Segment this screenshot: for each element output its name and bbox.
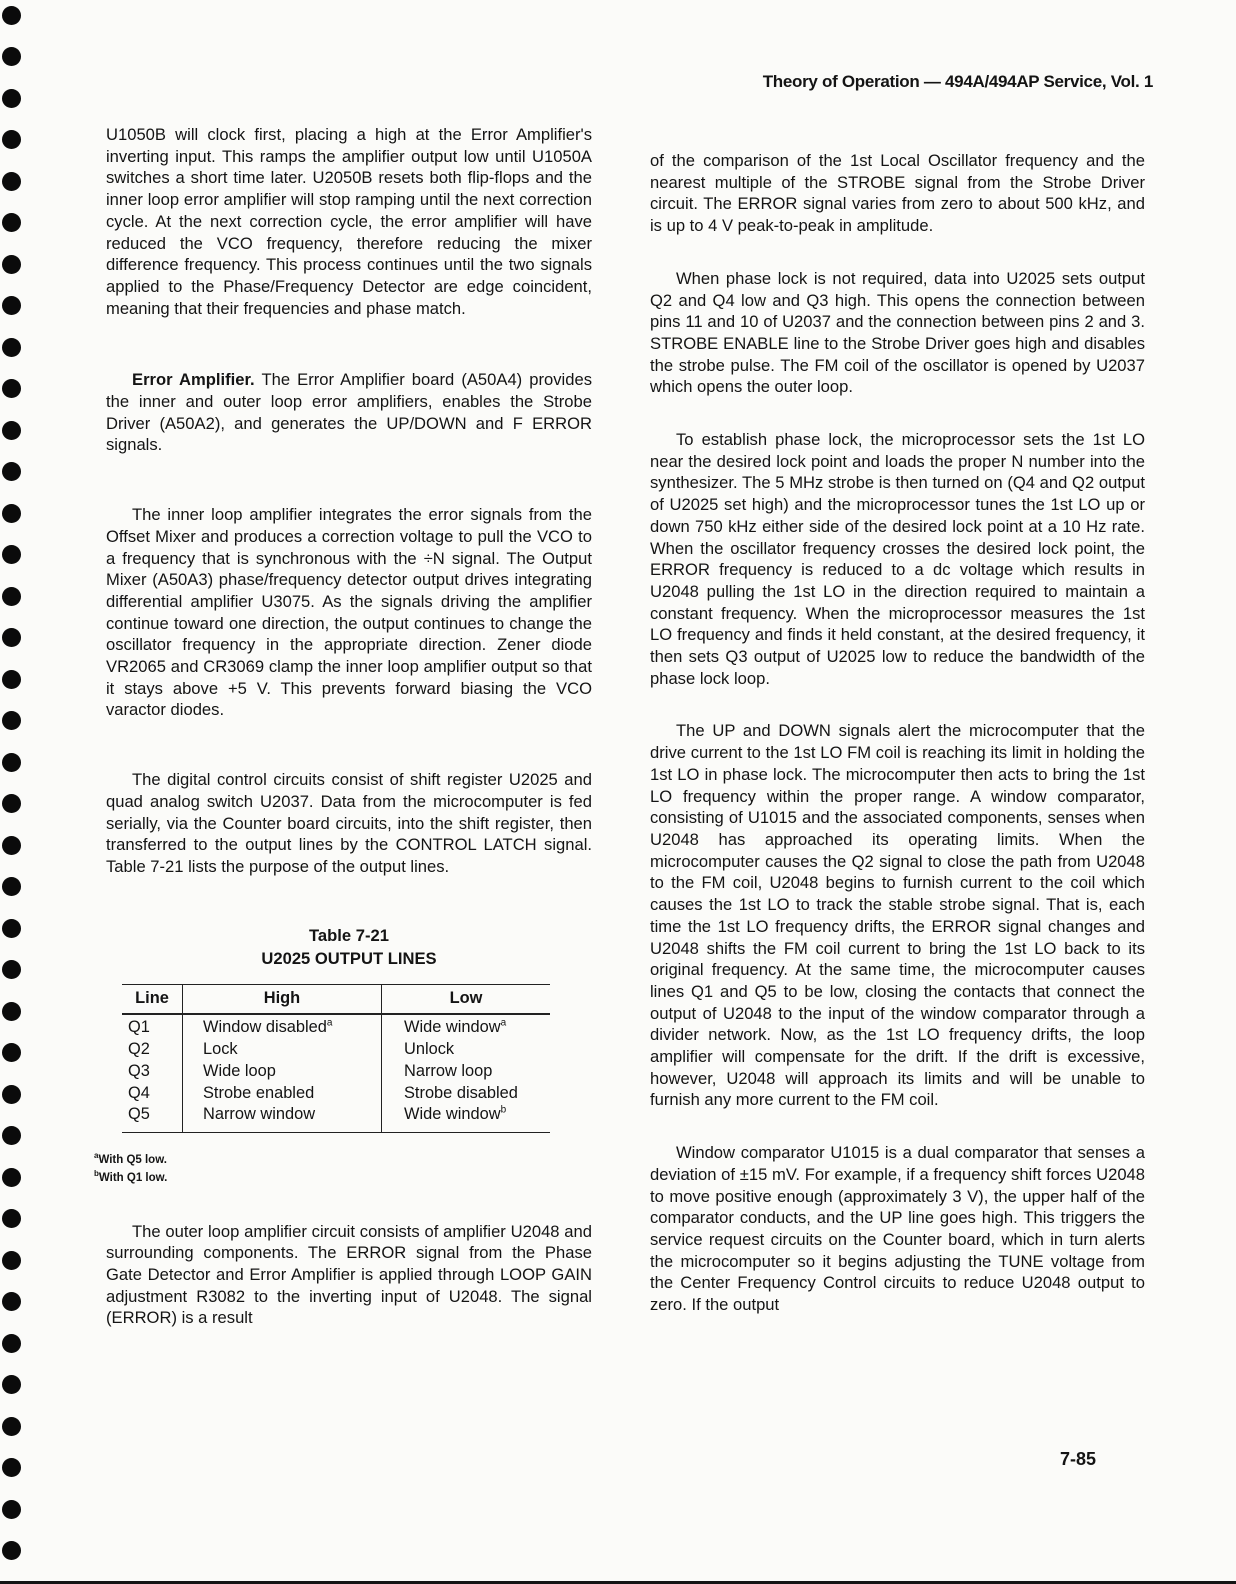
line-q5: Q5: [128, 1105, 150, 1124]
paragraph-inner-loop-amplifier: The inner loop amplifier integrates the error signals from the Offset Mixer and produces a correction voltage to pull the VCO to a frequency that is synchronous with the ÷N signal. The Output Mixer (A50A3) phase/frequency detector output drives integrating differential amplifier U3075. As the signals driving the amplifier continue toward one direction, the output continues to change the oscillator frequency in the appropriate direction. Zener diode VR2065 and CR3069 clamp the inner loop amplifier output so that it stays above +5 V. This prevents forward biasing the VCO varactor diodes.: [106, 505, 592, 720]
binder-hole: [2, 877, 21, 896]
line-cell: [122, 1014, 183, 1132]
binder-hole: [2, 628, 21, 647]
low-q5: [404, 1104, 544, 1126]
paragraph-inner-loop-correction: U1050B will clock first, placing a high at the Error Amplifier's inverting input. This ramps the amplifier output low until U1050A switches a short time later. U2050B resets both flip-flops and the inner loop error amplifier will stop ramping until the next correction cycle. At the next correction cycle, the error amplifier will have reduced the VCO frequency, therefore reducing the mixer difference frequency. This process continues until the two signals applied to the Phase/Frequency Detector are edge coincident, meaning that their frequencies and phase match.: [106, 125, 592, 318]
low-cell: [382, 1014, 551, 1132]
binder-hole: [2, 1458, 21, 1477]
high-q1-text: Window disabled: [203, 1018, 327, 1037]
binder-hole: [2, 794, 21, 813]
right-column: [650, 124, 1145, 1347]
binder-hole: [2, 1292, 21, 1311]
low-q5-text: Wide window: [404, 1105, 501, 1124]
footnote-marker-a: a: [500, 1017, 507, 1029]
binder-hole: [2, 255, 21, 274]
table-title: U2025 OUTPUT LINES: [261, 948, 437, 968]
low-q1: [404, 1017, 544, 1039]
high-q5: Narrow window: [203, 1105, 316, 1124]
line-q4: Q4: [128, 1083, 150, 1102]
footnote-a-marker: a: [94, 1150, 99, 1160]
binder-hole: [2, 47, 21, 66]
paragraph-error-amplifier: [106, 369, 592, 456]
footnote-marker-a: a: [326, 1017, 333, 1029]
table-number: Table 7-21: [309, 925, 389, 945]
footnote-b-text: With Q1 low.: [98, 1171, 168, 1184]
table-caption: [106, 924, 592, 970]
output-lines-table: [122, 984, 550, 1133]
binder-hole: [2, 421, 21, 440]
column-header-line: Line: [122, 984, 183, 1014]
binder-hole: [2, 587, 21, 606]
footnote-b-marker: b: [94, 1168, 99, 1178]
high-cell: [183, 1014, 382, 1132]
binder-hole: [2, 545, 21, 564]
binder-hole: [2, 1417, 21, 1436]
binder-hole: [2, 504, 21, 523]
binder-holes: [0, 0, 24, 1584]
binder-hole: [2, 1375, 21, 1394]
running-header: Theory of Operation — 494A/494AP Service, Vol. 1: [762, 72, 1153, 91]
binder-hole: [2, 1541, 21, 1560]
low-q3: Narrow loop: [404, 1061, 493, 1080]
binder-hole: [2, 1168, 21, 1187]
binder-hole: [2, 172, 21, 191]
high-q3: Wide loop: [203, 1061, 276, 1080]
binder-hole: [2, 89, 21, 108]
binder-hole: [2, 1002, 21, 1021]
binder-hole: [2, 1085, 21, 1104]
error-amplifier-text: The Error Amplifier board (A50A4) provides the inner and outer loop error amplifiers, enables the Strobe Driver (A50A2), and generates the UP/DOWN and F ERROR signals.: [106, 370, 593, 455]
paragraph-outer-loop: The outer loop amplifier circuit consists of amplifier U2048 and surrounding components. The ERROR signal from the Phase Gate Detector and Error Amplifier is applied through LOOP GAIN adjustment R3082 to the inverting input of U2048. The signal (ERROR) is a result: [106, 1221, 592, 1328]
paragraph-phase-lock-not-required: When phase lock is not required, data into U2025 sets output Q2 and Q4 low and Q3 high. This opens the connection between pins 11 and 10 of U2037 and the connection between pins 2 and 3. STROBE ENABLE line to the Strobe Driver goes high and disables the strobe pulse. The FM coil of the oscillator is opened by U2037 which opens the outer loop.: [650, 268, 1145, 397]
column-header-high: High: [183, 984, 382, 1014]
footnote-marker-b: b: [500, 1104, 507, 1116]
binder-hole: [2, 130, 21, 149]
binder-hole: [2, 338, 21, 357]
binder-hole: [2, 213, 21, 232]
binder-hole: [2, 1043, 21, 1062]
section-heading-error-amplifier: Error Amplifier.: [132, 370, 255, 390]
binder-hole: [2, 6, 21, 25]
binder-hole: [2, 1251, 21, 1270]
paragraph-digital-control: The digital control circuits consist of shift register U2025 and quad analog switch U2037. Data from the microcomputer is fed serially, via the Counter board circuits, into the shift register, then transferred to the output lines by the CONTROL LATCH signal. Table 7-21 lists the purpose of the output lines.: [106, 770, 592, 876]
binder-hole: [2, 1500, 21, 1519]
high-q4: Strobe enabled: [203, 1083, 315, 1102]
footnote-a-text: With Q5 low.: [98, 1153, 167, 1166]
line-q2: Q2: [128, 1040, 150, 1059]
page-number: 7-85: [1060, 1449, 1097, 1469]
paragraph-establish-phase-lock: To establish phase lock, the microprocessor sets the 1st LO near the desired lock point and loads the proper N number into the synthesizer. The 5 MHz strobe is then turned on (Q4 and Q2 output of U2025 set high) and the microprocessor tunes the 1st LO up or down 750 kHz either side of the desired lock point at a 10 Hz rate. When the oscillator frequency crosses the desired lock point, the ERROR frequency is reduced to a dc voltage which results in U2048 pulling the 1st LO in the direction required to maintain a constant frequency. When the microprocessor measures the 1st LO frequency and finds it held constant, at the desired frequency, it then sets Q3 output of U2025 low to reduce the bandwidth of the phase lock loop.: [650, 430, 1145, 688]
table-footnotes: [94, 1149, 592, 1185]
low-q2: Unlock: [404, 1040, 455, 1059]
left-column: [94, 124, 593, 1360]
paragraph-up-down-signals: The UP and DOWN signals alert the microcomputer that the drive current to the 1st LO FM coil is reaching its limit in holding the 1st LO in phase lock. The microcomputer then acts to bring the 1st LO frequency within the proper range. A window comparator, consisting of U1015 and the associated components, senses when U2048 has approached its operating limits. When the microcomputer causes the Q2 signal to close the path from U2048 to the FM coil, U2048 begins to furnish current to the coil which causes the 1st LO to track the stable strobe signal. That is, each time the 1st LO frequency drifts, the ERROR signal changes and U2048 shifts the FM coil current to bring the 1st LO back to its original frequency. At the same time, the microcomputer causes lines Q1 and Q5 to be low, closing the contacts that connect the output of U2048 to the input of the window comparator through a divider network. Now, as the 1st LO frequency drifts, the loop amplifier will compensate for the drift. If the drift is excessive, however, U2048 will approach its limits and will be unable to furnish any more current to the FM coil.: [650, 721, 1145, 1110]
high-q2: Lock: [203, 1040, 238, 1059]
binder-hole: [2, 462, 21, 481]
line-q3: Q3: [128, 1061, 150, 1080]
table-header-row: [122, 984, 550, 1014]
footnote-b: [94, 1167, 592, 1185]
low-q1-text: Wide window: [404, 1018, 501, 1037]
binder-hole: [2, 960, 21, 979]
binder-hole: [2, 919, 21, 938]
paragraph-error-signal: of the comparison of the 1st Local Oscillator frequency and the nearest multiple of the STROBE signal from the Strobe Driver circuit. The ERROR signal varies from zero to about 500 kHz, and is up to 4 V peak-to-peak in amplitude.: [650, 151, 1145, 236]
binder-hole: [2, 753, 21, 772]
footnote-a: [94, 1149, 592, 1167]
column-header-low: Low: [382, 984, 551, 1014]
binder-hole: [2, 379, 21, 398]
binder-hole: [2, 1334, 21, 1353]
binder-hole: [2, 670, 21, 689]
binder-hole: [2, 1209, 21, 1228]
binder-hole: [2, 296, 21, 315]
high-q1: [203, 1017, 375, 1039]
low-q4: Strobe disabled: [404, 1083, 518, 1102]
binder-hole: [2, 836, 21, 855]
binder-hole: [2, 711, 21, 730]
line-q1: Q1: [128, 1018, 150, 1037]
paragraph-window-comparator: Window comparator U1015 is a dual comparator that senses a deviation of ±15 mV. For example, if a frequency shift forces U2048 to move positive enough (approximately 3 V), the upper half of the comparator conducts, and the UP line goes high. This triggers the service request circuits on the Counter board, which in turn alerts the microcomputer so it begins adjusting the TUNE voltage from the Center Frequency Control circuits to reduce U2048 output to zero. If the output: [650, 1143, 1145, 1315]
binder-hole: [2, 1126, 21, 1145]
table-row: [122, 1014, 550, 1132]
